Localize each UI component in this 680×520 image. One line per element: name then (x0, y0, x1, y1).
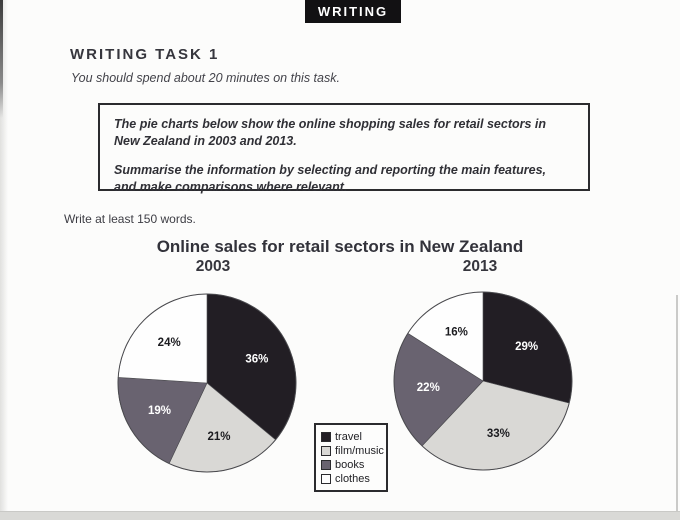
pie-value-label-film-music: 21% (207, 430, 231, 443)
pie-value-label-books: 22% (416, 381, 440, 394)
pie-value-label-travel: 29% (515, 341, 539, 354)
prompt-paragraph-2: Summarise the information by selecting and reporting the main features, and make comparisons where relevant. (114, 162, 547, 194)
legend-label: clothes (335, 472, 370, 485)
pie-value-label-clothes: 16% (444, 326, 468, 339)
legend-item-clothes (321, 472, 383, 485)
chart-title: Online sales for retail sectors in New Zealand (156, 237, 524, 256)
pie-value-label-clothes: 24% (157, 336, 181, 349)
pie-value-label-film-music: 33% (486, 428, 510, 440)
scan-edge-right-line (676, 295, 678, 513)
scan-edge-left-line (0, 0, 3, 118)
pie-value-label-books: 19% (147, 405, 172, 418)
chart-legend (314, 423, 388, 492)
task-heading: WRITING TASK 1 (70, 46, 220, 63)
section-tab-writing (305, 0, 401, 23)
legend-swatch-travel (321, 432, 331, 442)
time-note: You should spend about 20 minutes on this task. (71, 71, 340, 85)
legend-item-film-music (321, 444, 383, 457)
legend-item-books (321, 458, 383, 471)
section-tab-label: WRITING (317, 4, 389, 19)
legend-swatch-film-music (321, 446, 331, 456)
legend-label: books (335, 458, 365, 471)
task-prompt-box (98, 103, 590, 194)
prompt-paragraph-1: The pie charts below show the online shopping sales for retail sectors in New Zealand in 2003 and 2013. (114, 117, 547, 149)
pie-chart-2003 (117, 293, 297, 473)
pie-chart-2013 (393, 291, 573, 471)
year-label-2013: 2013 (462, 258, 498, 275)
legend-item-travel (321, 430, 383, 443)
scan-edge-bottom-strip (0, 511, 680, 520)
pie-value-label-travel: 36% (245, 353, 269, 366)
year-label-2003: 2003 (195, 258, 231, 275)
legend-swatch-books (321, 460, 331, 470)
word-count-note: Write at least 150 words. (64, 212, 196, 226)
legend-swatch-clothes (321, 474, 331, 484)
legend-label: travel (335, 430, 362, 443)
legend-label: film/music (335, 444, 384, 457)
